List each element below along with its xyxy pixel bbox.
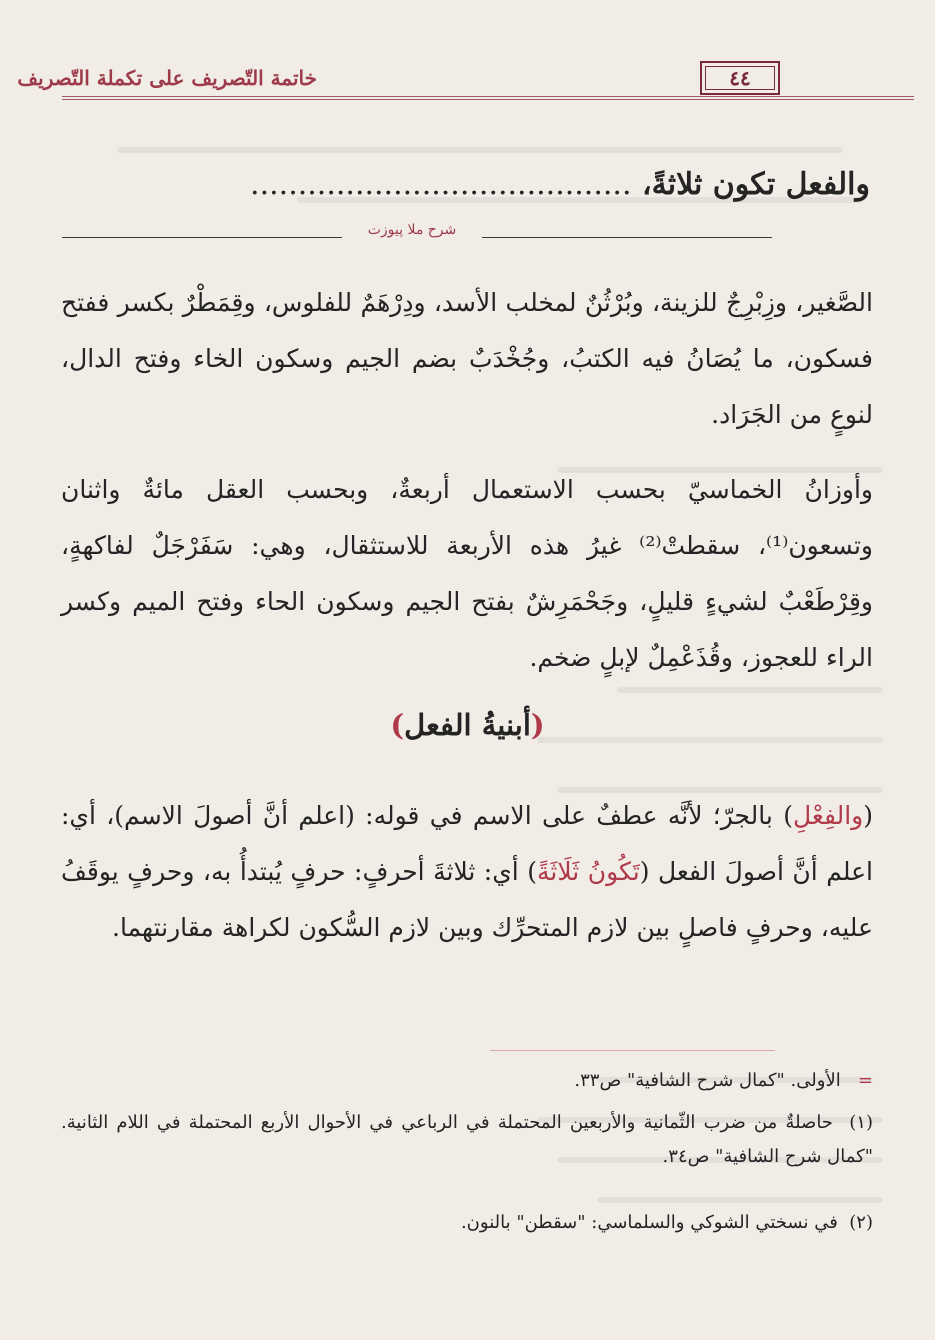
p3-quote-open: (	[639, 857, 650, 886]
heading-close-paren: )	[390, 708, 405, 742]
p3-text-2: أي: ثلاثةَ أحرفٍ: حرفٍ يُبتدأُ به، وحرفٍ يوقَفُ عليه، وحرفٍ فاصلٍ بين لازم المتحرِّك وبين لازم السُّكون لكراهة مقارنتهما.	[61, 857, 873, 942]
p3-quote-close: )	[527, 857, 537, 886]
page-number-box	[700, 61, 780, 95]
section-heading	[0, 708, 935, 742]
footnote-1-text: حاصلةٌ من ضرب الثّمانية والأربعين المحتملة في الرباعي في الأحوال الأربع المحتملة في اللام الثانية. "كمال شرح الشافية" ص٣٤.	[61, 1112, 873, 1167]
matn-line	[70, 160, 870, 210]
header-rule	[62, 96, 914, 100]
paragraph-3	[61, 788, 873, 956]
footnote-1-number: (١)	[849, 1112, 873, 1133]
footnote-continuation	[61, 1064, 873, 1098]
matn-text: والفعل تكون ثلاثةً،	[641, 167, 870, 202]
footnote-2	[61, 1206, 873, 1240]
footnote-2-text: في نسختي الشوكي والسلماسي: "سقطن" بالنون.	[460, 1212, 838, 1233]
divider-line-left	[62, 237, 342, 238]
footnote-2-number: (٢)	[849, 1212, 873, 1233]
heading-open-paren: (	[530, 708, 545, 742]
sharh-label: شرح ملا پيوزت	[367, 222, 457, 238]
paragraph-2: وأوزانُ الخماسيّ بحسب الاستعمال أربعةٌ، وبحسب العقل مائةٌ واثنان وتسعون⁽¹⁾، سقطتْ⁽²⁾ غيرُ هذه الأربعة للاستثقال، وهي: سَفَرْجَلٌ لفاكهةٍ، وقِرْطَعْبٌ لشيءٍ قليلٍ، وجَحْمَرِشٌ بفتح الجيم وسكون الحاء وفتح الميم وكسر الراء للعجوز، وقُذَعْمِلٌ لإبلٍ ضخم.	[61, 475, 873, 672]
paragraph-1: الصَّغير، وزِبْرِجٌ للزينة، وبُرْثُنٌ لمخلب الأسد، ودِرْهَمٌ للفلوس، وقِمَطْرٌ بكسر ففتح فسكون، ما يُصَانُ فيه الكتبُ، وجُخْدَبٌ بضم الجيم وسكون الخاء وفتح الدال، لنوعٍ من الجَرَاد.	[61, 288, 873, 429]
sharh-divider	[62, 222, 772, 242]
page-number: ٤٤	[705, 66, 775, 90]
p3-quote: تَكُونُ ثَلَاثَةً	[536, 857, 640, 886]
running-header-title: خاتمة التّصريف على تكملة التّصريف	[17, 66, 317, 90]
matn-dots: ........................................	[250, 167, 632, 202]
continuation-text: الأولى. "كمال شرح الشافية" ص٣٣.	[574, 1070, 841, 1091]
p3-term: والفِعْلِ	[792, 801, 864, 830]
heading-text: أبنيةُ الفعل	[404, 708, 531, 742]
p3-close-paren: )	[783, 801, 793, 830]
continuation-mark: =	[857, 1070, 873, 1091]
footnote-rule	[490, 1050, 775, 1051]
p3-text-1: بالجرّ؛ لأنَّه عطفٌ على الاسم في قوله: (اعلم أنَّ أصولَ الاسم)، أي: اعلم أنَّ أصولَ الفعل	[61, 801, 873, 886]
divider-line-right	[482, 237, 772, 238]
p3-open-paren: (	[863, 801, 873, 830]
footnote-1	[61, 1106, 873, 1174]
